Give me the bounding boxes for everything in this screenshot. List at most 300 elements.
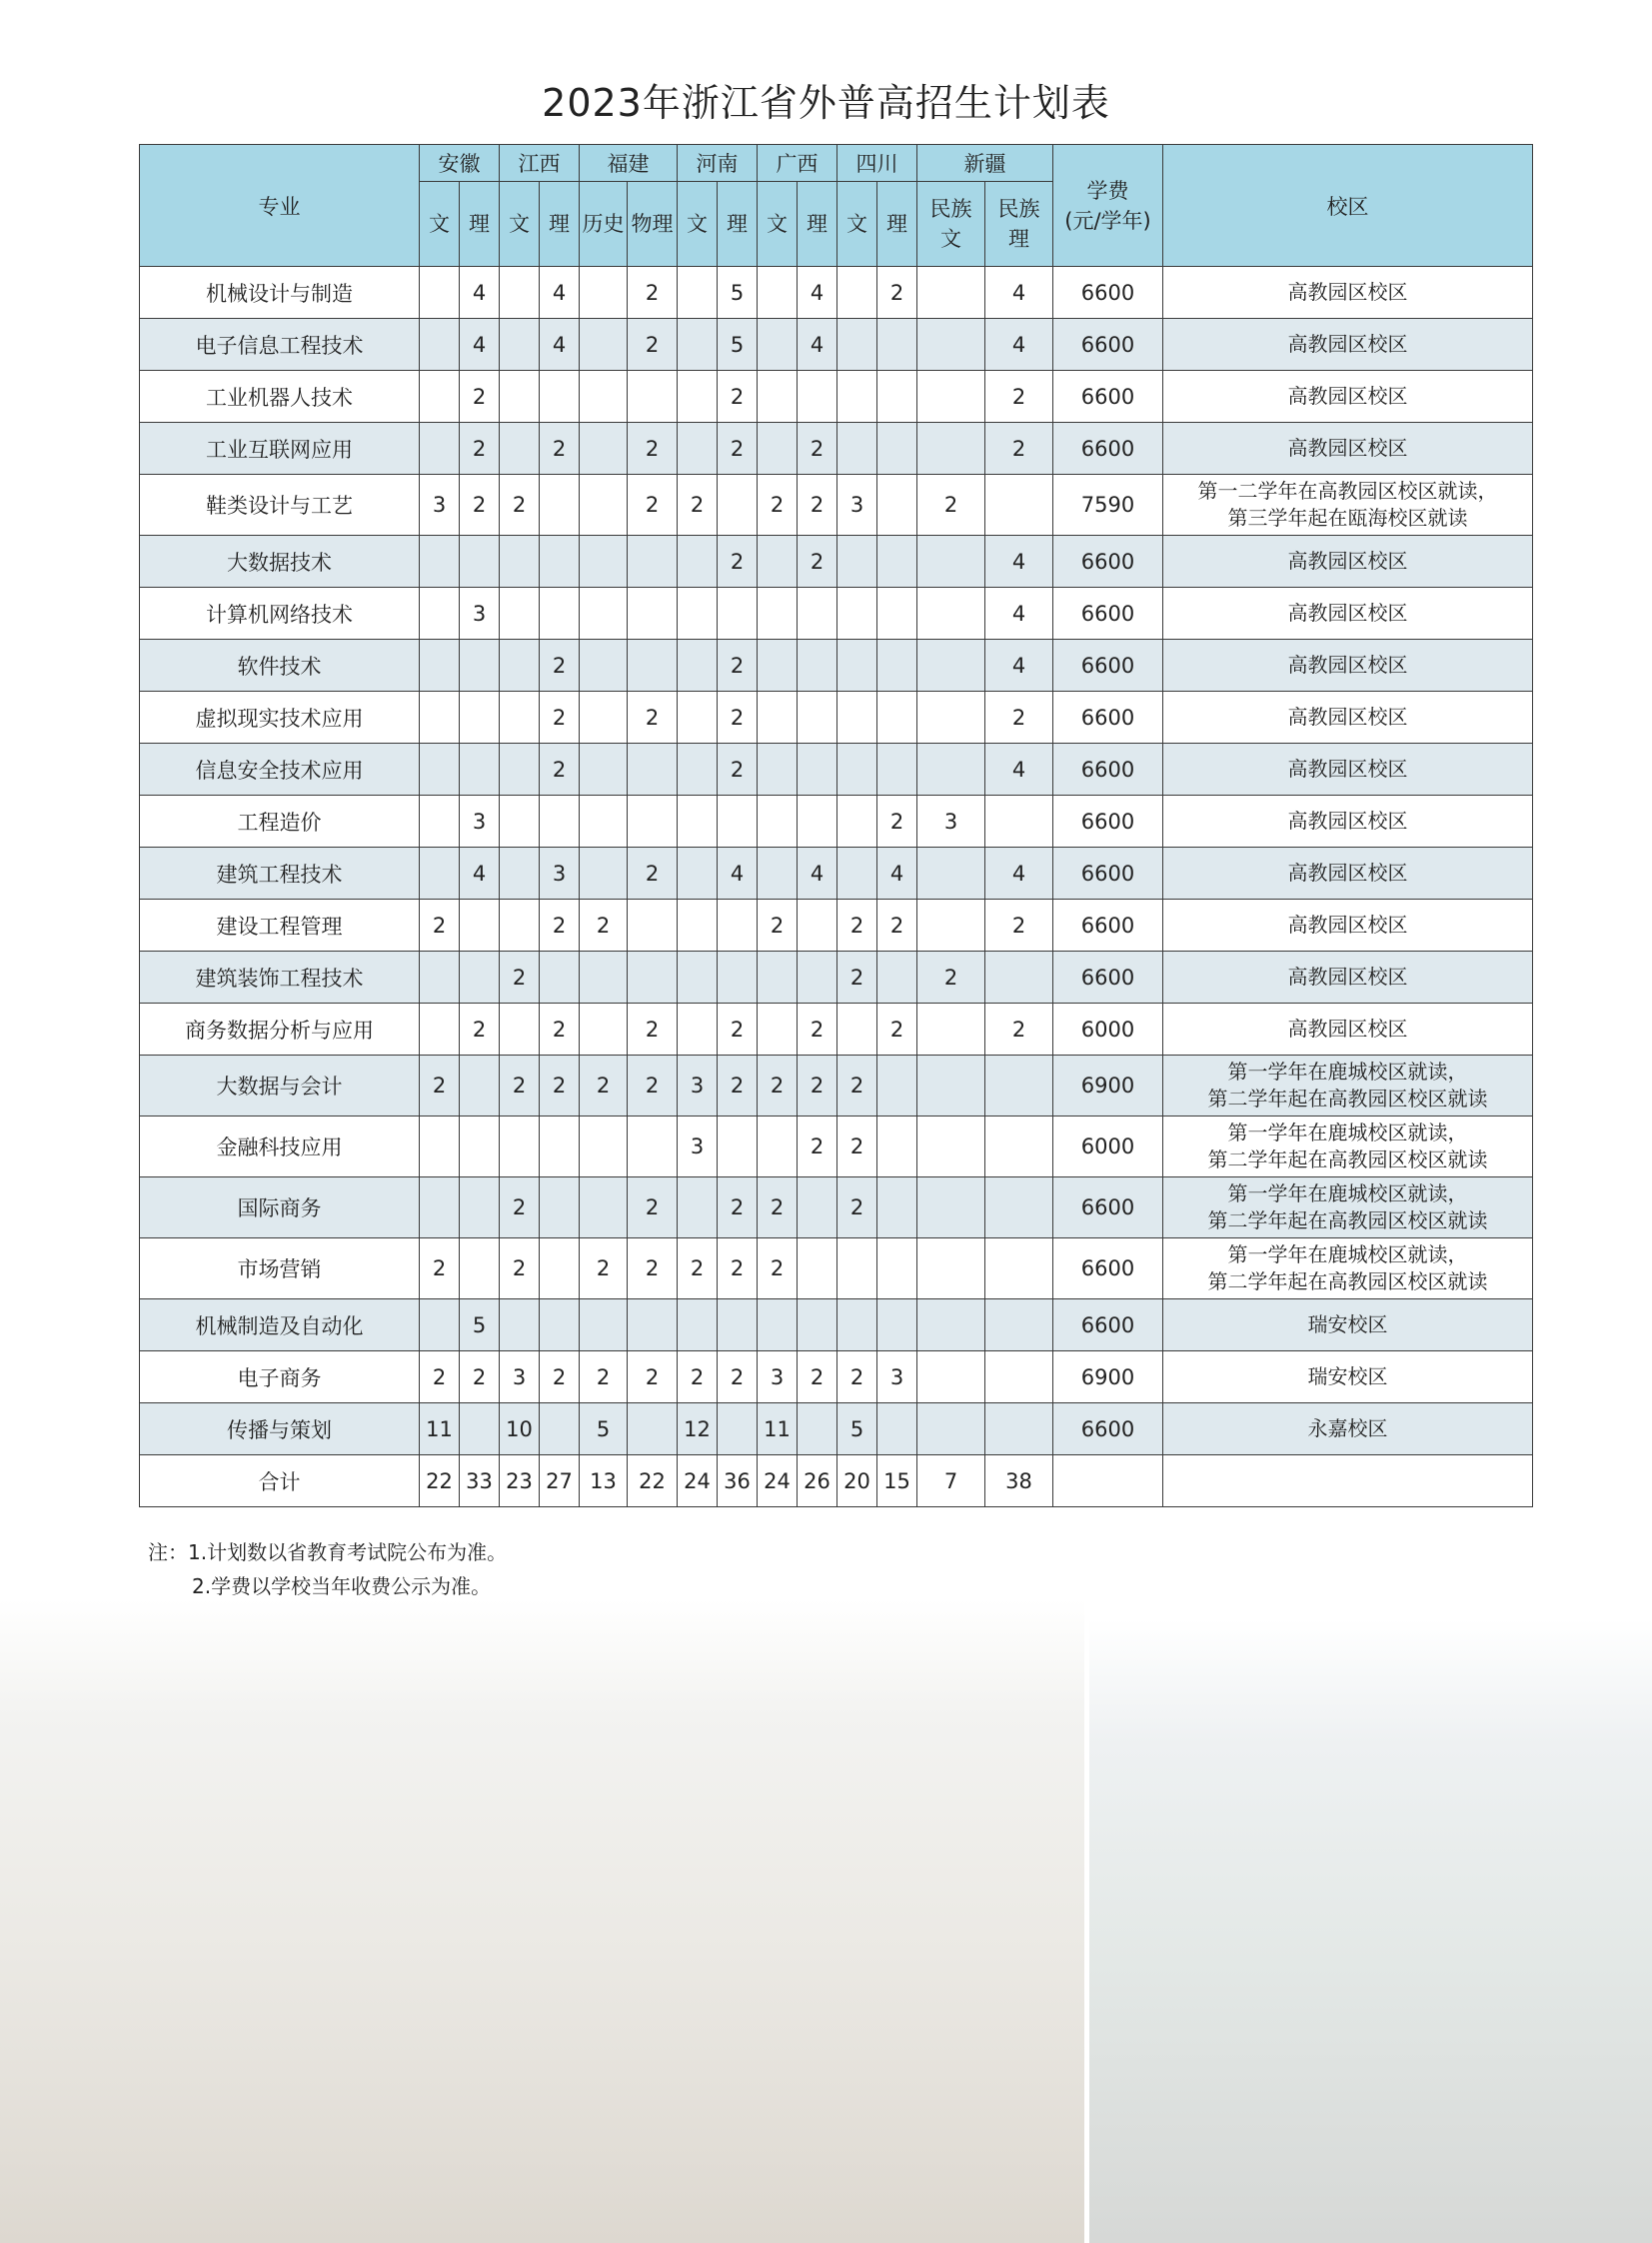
cell-quota [580,1117,628,1177]
cell-campus: 高教园区校区 [1163,692,1533,744]
cell-quota [420,423,460,475]
cell-quota [628,371,678,423]
cell-campus: 高教园区校区 [1163,796,1533,848]
cell-quota [580,1177,628,1238]
table-row [140,744,1533,796]
cell-quota [628,744,678,796]
cell-quota [420,1117,460,1177]
cell-quota: 12 [678,1403,718,1455]
cell-campus: 高教园区校区 [1163,371,1533,423]
cell-major: 市场营销 [140,1238,420,1299]
cell-fee: 6600 [1053,319,1163,371]
cell-quota [985,1177,1053,1238]
cell-quota [628,640,678,692]
header-subject: 物理 [628,182,678,267]
cell-quota [837,371,877,423]
cell-quota: 15 [877,1455,917,1507]
header-subject: 理 [540,182,580,267]
cell-quota [460,1117,500,1177]
cell-quota: 2 [718,640,758,692]
cell-quota [758,267,798,319]
cell-quota [540,1117,580,1177]
cell-quota [758,1004,798,1056]
cell-quota [460,900,500,952]
cell-major: 工业机器人技术 [140,371,420,423]
cell-quota [628,796,678,848]
header-major: 专业 [140,145,420,267]
cell-quota: 2 [580,1056,628,1117]
cell-quota [678,371,718,423]
cell-quota [718,796,758,848]
cell-campus: 高教园区校区 [1163,588,1533,640]
cell-major: 机械制造及自动化 [140,1299,420,1351]
cell-quota [628,588,678,640]
cell-quota [420,1004,460,1056]
cell-campus: 瑞安校区 [1163,1299,1533,1351]
cell-quota: 22 [628,1455,678,1507]
cell-quota [985,475,1053,536]
cell-quota [758,796,798,848]
cell-quota [917,423,985,475]
cell-quota: 2 [758,900,798,952]
cell-quota [580,1299,628,1351]
cell-quota [580,744,628,796]
cell-quota: 2 [580,900,628,952]
cell-quota: 3 [877,1351,917,1403]
enrollment-plan-table [139,144,1533,1507]
table-row [140,640,1533,692]
cell-quota: 2 [420,900,460,952]
cell-quota: 4 [798,267,837,319]
cell-quota [580,536,628,588]
cell-campus: 第一学年在鹿城校区就读， 第二学年起在高教园区校区就读 [1163,1056,1533,1117]
cell-quota: 10 [500,1403,540,1455]
cell-major: 机械设计与制造 [140,267,420,319]
cell-quota [758,744,798,796]
table-row [140,1056,1533,1117]
cell-quota [500,796,540,848]
campus-photo [1089,1619,1652,2243]
cell-campus: 第一二学年在高教园区校区就读， 第三学年起在瓯海校区就读 [1163,475,1533,536]
cell-quota [917,640,985,692]
cell-quota [758,952,798,1004]
cell-quota: 2 [985,1004,1053,1056]
cell-quota [837,692,877,744]
cell-quota [678,744,718,796]
cell-major: 建筑工程技术 [140,848,420,900]
table-row [140,1177,1533,1238]
cell-quota [917,1351,985,1403]
cell-quota [837,640,877,692]
cell-quota: 2 [420,1056,460,1117]
cell-quota [460,1238,500,1299]
cell-quota: 2 [420,1351,460,1403]
header-subject: 文 [420,182,460,267]
cell-quota [540,536,580,588]
cell-quota [877,1117,917,1177]
cell-quota: 2 [628,319,678,371]
cell-quota [877,1403,917,1455]
cell-quota [985,796,1053,848]
cell-quota [877,536,917,588]
cell-fee: 6600 [1053,1238,1163,1299]
cell-quota: 11 [420,1403,460,1455]
cell-major: 鞋类设计与工艺 [140,475,420,536]
page-title: 2023年浙江省外普高招生计划表 [542,81,1110,125]
cell-quota: 7 [917,1455,985,1507]
cell-quota [500,1004,540,1056]
cell-quota [985,1403,1053,1455]
table-row [140,900,1533,952]
cell-quota [460,1177,500,1238]
students-photo [0,1599,1084,2243]
header-subject: 文 [837,182,877,267]
cell-quota [798,692,837,744]
cell-quota: 2 [798,536,837,588]
cell-quota: 2 [460,1351,500,1403]
cell-quota: 2 [985,371,1053,423]
cell-quota [580,796,628,848]
cell-fee: 6600 [1053,640,1163,692]
cell-fee: 6600 [1053,588,1163,640]
cell-quota [540,475,580,536]
cell-quota [500,319,540,371]
cell-quota [500,588,540,640]
cell-quota [985,1117,1053,1177]
cell-quota [678,423,718,475]
cell-fee: 6600 [1053,423,1163,475]
cell-quota [580,319,628,371]
cell-quota: 2 [718,371,758,423]
cell-quota: 2 [678,1351,718,1403]
cell-quota [540,1238,580,1299]
cell-quota: 26 [798,1455,837,1507]
cell-major: 电子信息工程技术 [140,319,420,371]
cell-quota: 5 [718,319,758,371]
cell-quota: 2 [718,692,758,744]
cell-quota [985,952,1053,1004]
cell-campus: 高教园区校区 [1163,319,1533,371]
cell-quota [500,744,540,796]
cell-quota: 4 [798,848,837,900]
cell-quota: 4 [985,640,1053,692]
cell-quota: 2 [718,1056,758,1117]
cell-quota: 2 [985,423,1053,475]
cell-quota: 2 [985,692,1053,744]
cell-quota [877,423,917,475]
cell-fee: 6600 [1053,1177,1163,1238]
cell-quota [628,1299,678,1351]
cell-quota: 2 [877,900,917,952]
table-row [140,588,1533,640]
cell-quota: 2 [798,1004,837,1056]
table-row [140,267,1533,319]
cell-quota [877,952,917,1004]
cell-quota [580,848,628,900]
cell-quota [678,536,718,588]
cell-quota [678,319,718,371]
cell-quota: 2 [798,1117,837,1177]
cell-fee: 6600 [1053,536,1163,588]
header-province: 广西 [758,145,837,182]
cell-quota: 2 [628,423,678,475]
cell-quota: 2 [837,952,877,1004]
cell-fee: 6600 [1053,692,1163,744]
cell-quota [837,848,877,900]
cell-quota: 38 [985,1455,1053,1507]
cell-quota [758,423,798,475]
cell-campus: 第一学年在鹿城校区就读， 第二学年起在高教园区校区就读 [1163,1117,1533,1177]
cell-campus: 高教园区校区 [1163,536,1533,588]
cell-quota: 4 [460,267,500,319]
cell-major: 建设工程管理 [140,900,420,952]
cell-quota [758,536,798,588]
cell-quota [837,1004,877,1056]
cell-quota: 2 [758,475,798,536]
cell-major: 软件技术 [140,640,420,692]
cell-quota: 2 [580,1351,628,1403]
cell-quota [718,1299,758,1351]
cell-quota: 2 [718,536,758,588]
cell-quota [758,371,798,423]
header-province: 福建 [580,145,678,182]
header-province: 安徽 [420,145,500,182]
table-row [140,1238,1533,1299]
cell-quota: 2 [718,1351,758,1403]
header-subject: 理 [798,182,837,267]
cell-quota: 4 [985,267,1053,319]
cell-quota: 24 [678,1455,718,1507]
cell-quota: 20 [837,1455,877,1507]
cell-quota [460,1056,500,1117]
cell-quota [917,1299,985,1351]
cell-quota [540,1299,580,1351]
cell-quota [580,692,628,744]
cell-quota [580,1004,628,1056]
cell-quota: 2 [877,1004,917,1056]
cell-major: 国际商务 [140,1177,420,1238]
cell-quota [420,848,460,900]
header-subject: 文 [500,182,540,267]
cell-fee: 6600 [1053,267,1163,319]
cell-quota [917,536,985,588]
cell-quota: 4 [460,848,500,900]
cell-quota: 4 [985,744,1053,796]
cell-quota [460,692,500,744]
cell-fee: 6600 [1053,371,1163,423]
table-row [140,1004,1533,1056]
cell-quota: 2 [460,475,500,536]
cell-fee: 6600 [1053,952,1163,1004]
cell-fee: 6600 [1053,796,1163,848]
cell-quota: 2 [500,1177,540,1238]
cell-fee: 6000 [1053,1004,1163,1056]
header-province: 四川 [837,145,917,182]
cell-quota [420,1177,460,1238]
header-subject: 历史 [580,182,628,267]
cell-quota: 4 [985,848,1053,900]
cell-major: 计算机网络技术 [140,588,420,640]
cell-quota: 2 [540,423,580,475]
note-1: 注：1.计划数以省教育考试院公布为准。 [148,1540,508,1564]
cell-quota [420,796,460,848]
table-row [140,848,1533,900]
cell-quota [628,536,678,588]
cell-quota [917,319,985,371]
cell-quota [798,1238,837,1299]
cell-quota [678,952,718,1004]
cell-quota: 2 [837,900,877,952]
cell-quota [420,952,460,1004]
cell-quota: 2 [877,267,917,319]
cell-quota: 4 [718,848,758,900]
cell-quota [917,1117,985,1177]
cell-quota: 2 [500,952,540,1004]
cell-quota: 4 [460,319,500,371]
table-row [140,1117,1533,1177]
cell-quota [837,536,877,588]
table-row [140,371,1533,423]
cell-quota [580,423,628,475]
cell-quota [540,1403,580,1455]
cell-campus: 高教园区校区 [1163,900,1533,952]
cell-quota [837,744,877,796]
cell-fee: 6000 [1053,1117,1163,1177]
cell-quota: 2 [628,1004,678,1056]
cell-quota [985,1299,1053,1351]
cell-quota [540,952,580,1004]
cell-quota [500,1299,540,1351]
cell-quota: 2 [798,1351,837,1403]
cell-quota [877,371,917,423]
header-subject: 文 [678,182,718,267]
cell-quota [718,1117,758,1177]
cell-quota: 3 [460,796,500,848]
cell-quota [917,267,985,319]
cell-quota [917,1403,985,1455]
cell-quota [718,475,758,536]
cell-quota [718,588,758,640]
cell-quota [758,640,798,692]
cell-quota: 2 [540,900,580,952]
cell-quota: 23 [500,1455,540,1507]
cell-quota: 2 [628,1351,678,1403]
cell-quota [877,1238,917,1299]
cell-quota [420,640,460,692]
cell-quota: 2 [985,900,1053,952]
header-subject: 民族 文 [917,182,985,267]
cell-quota [420,371,460,423]
cell-quota [985,1238,1053,1299]
cell-quota [877,319,917,371]
cell-quota [917,1004,985,1056]
cell-quota [798,796,837,848]
cell-quota [837,1299,877,1351]
cell-quota [798,588,837,640]
cell-quota [460,952,500,1004]
cell-quota: 2 [420,1238,460,1299]
header-province: 河南 [678,145,758,182]
cell-quota: 2 [837,1117,877,1177]
cell-quota [798,952,837,1004]
cell-quota: 4 [985,536,1053,588]
cell-quota: 2 [460,1004,500,1056]
cell-major: 金融科技应用 [140,1117,420,1177]
cell-quota: 2 [628,1238,678,1299]
cell-fee: 7590 [1053,475,1163,536]
cell-quota: 2 [540,692,580,744]
cell-quota [628,1117,678,1177]
table-row [140,1299,1533,1351]
cell-fee: 6900 [1053,1351,1163,1403]
cell-quota: 3 [837,475,877,536]
cell-quota: 2 [500,475,540,536]
cell-major: 大数据技术 [140,536,420,588]
cell-quota [877,744,917,796]
cell-quota [540,588,580,640]
cell-quota [420,1299,460,1351]
cell-major: 商务数据分析与应用 [140,1004,420,1056]
cell-quota [718,1403,758,1455]
cell-major: 合计 [140,1455,420,1507]
cell-campus: 第一学年在鹿城校区就读， 第二学年起在高教园区校区就读 [1163,1238,1533,1299]
cell-quota: 2 [758,1238,798,1299]
cell-campus: 第一学年在鹿城校区就读， 第二学年起在高教园区校区就读 [1163,1177,1533,1238]
cell-quota [718,952,758,1004]
cell-quota [837,1238,877,1299]
cell-quota: 2 [628,475,678,536]
cell-quota [758,1299,798,1351]
cell-quota [580,640,628,692]
cell-quota [580,371,628,423]
cell-fee: 6600 [1053,900,1163,952]
header-subject: 理 [718,182,758,267]
cell-quota [420,536,460,588]
cell-quota [500,423,540,475]
cell-quota [718,900,758,952]
cell-quota [877,1177,917,1238]
cell-quota: 2 [540,640,580,692]
cell-quota [540,796,580,848]
cell-quota [798,371,837,423]
cell-quota [758,319,798,371]
cell-quota: 5 [837,1403,877,1455]
cell-quota: 24 [758,1455,798,1507]
cell-quota [500,692,540,744]
cell-quota [628,900,678,952]
cell-fee: 6900 [1053,1056,1163,1117]
cell-quota: 2 [628,1056,678,1117]
cell-quota: 2 [718,1004,758,1056]
cell-quota [678,588,718,640]
cell-quota [798,1299,837,1351]
cell-quota: 13 [580,1455,628,1507]
cell-quota [678,692,718,744]
table-row [140,1403,1533,1455]
cell-quota [540,1177,580,1238]
table-row [140,475,1533,536]
header-subject: 文 [758,182,798,267]
cell-quota: 2 [718,423,758,475]
cell-quota [837,588,877,640]
cell-quota [460,1403,500,1455]
cell-quota [917,1238,985,1299]
cell-quota: 4 [540,267,580,319]
cell-quota [500,536,540,588]
cell-quota [420,319,460,371]
cell-quota [460,640,500,692]
cell-quota: 2 [837,1177,877,1238]
